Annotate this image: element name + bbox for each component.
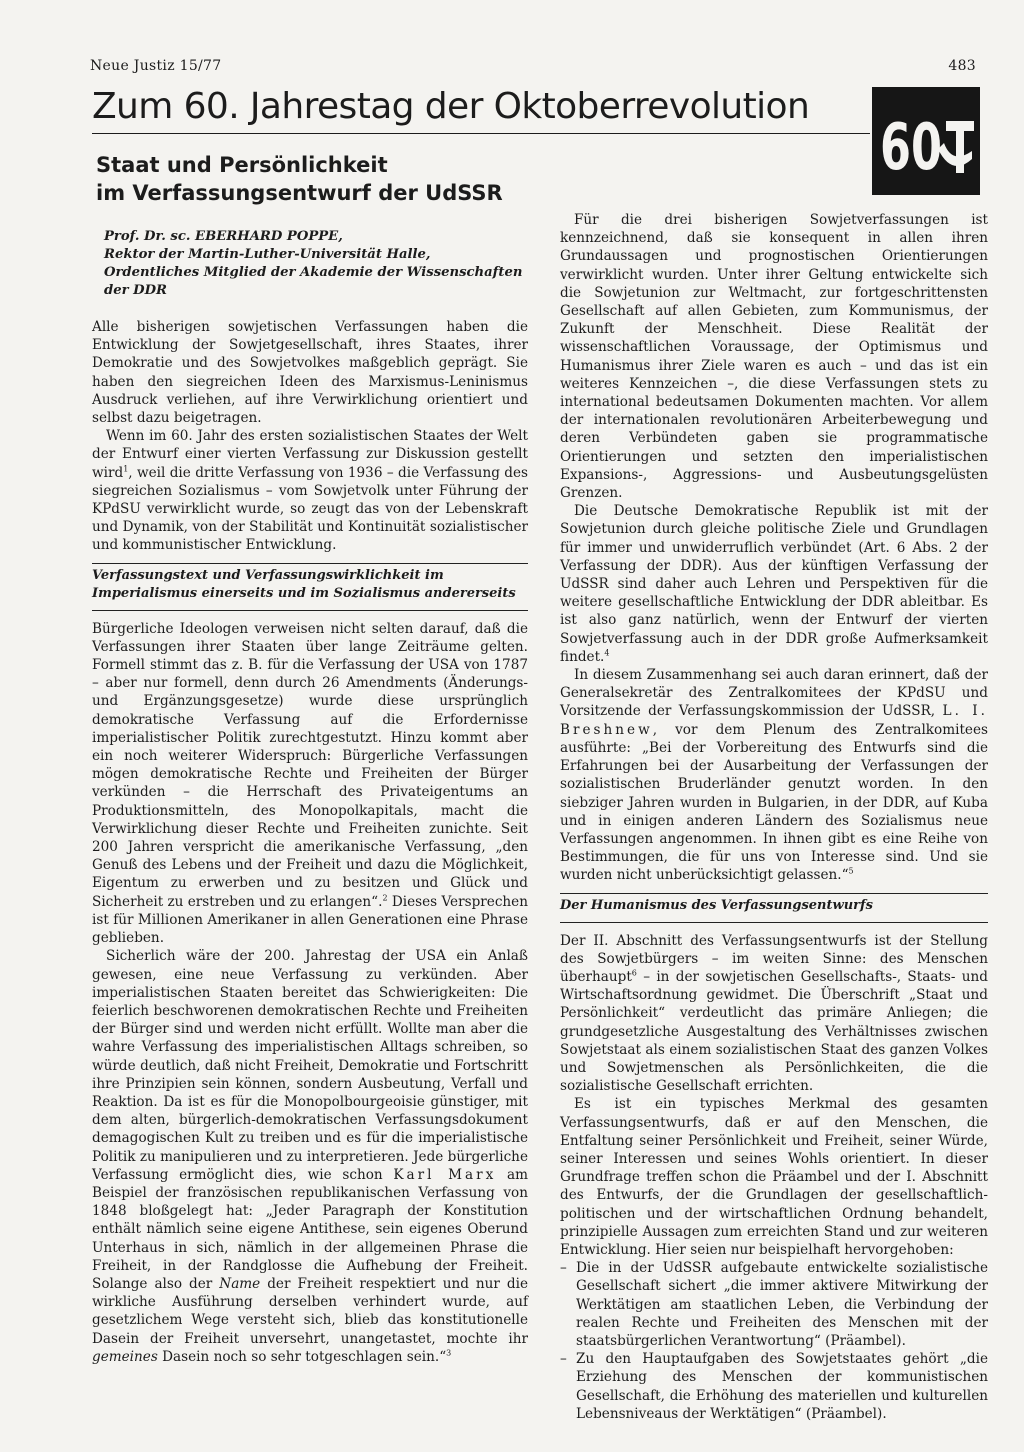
running-header: Neue Justiz 15/77 [90, 58, 222, 74]
footnote-ref: 2 [382, 893, 388, 903]
sixty-emblem-icon [872, 87, 980, 195]
footnote-ref: 4 [604, 648, 610, 658]
spaced-name: Karl Marx [393, 1166, 497, 1183]
page-title: Zum 60. Jahrestag der Oktoberrevolution [92, 86, 810, 127]
subtitle-line: im Verfassungsentwurf der UdSSR [96, 181, 503, 205]
paragraph: In diesem Zusammenhang sei auch daran erinnert, daß der Generalsekretär des Zentralkomitees der KPdSU und Vorsitzende der Verfassungskommission der UdSSR, L. I. Breshnew, vor dem Plenum des Zentralkomitees ausführte: „Bei der Vorbereitung des Entwurfs sind die Erfahrungen bei der Ausarbeitung der Verfassungen der sozialistischen Bruderländer genutzt worden. In den siebziger Jahren wurden in Bulgarien, in der DDR, auf Kuba und in einigen anderen Ländern des Sozialismus neue Verfassungen angenommen. In ihnen gibt es eine Reihe von Bestimmungen, die für uns von Interesse sind. Und sie wurden nicht unberücksichtigt gelassen.“$^5$ [560, 667, 988, 884]
paragraph: Sicherlich wäre der 200. Jahrestag der USA ein Anlaß gewesen, eine neue Verfassung zu verkünden. Aber imperialistischen Staaten bereitet das Schwierigkeiten: Die feierlich beschworenen demokratischen Rechte und Freiheiten der Bürger sind und werden nicht erfüllt. Wollte man aber die wahre Verfassung des imperialistischen Alltags schreiben, so würde deutlich, daß nicht Freiheit, Demokratie und Fortschritt ihre Prinzipien sein können, sondern Ausbeutung, Verfall und Reaktion. Da ist es für die Monopolbourgeoisie günstiger, mit dem alten, bürgerlich-demokratischen Verfassungsdokument demagogischen Kult zu treiben und es für die imperialistische Politik zu manipulieren und zu interpretieren. Jede bürgerliche Verfassung ermöglicht dies, wie schon Karl Marx am Beispiel der französischen republikanischen Verfassung von 1848 bloßgelegt hat: „Jeder Paragraph der Konstitution enthält nämlich seine eigene Antithese, sein eigenes Oberund Unterhaus in sich, nämlich in der allgemeinen Phrase die Freiheit, in der Randglosse die Aufhebung der Freiheit. Solange also der Name der Freiheit respektiert und nur die wirkliche Ausführung derselben verhindert wurde, auf gesetzlichem Wege versteht sich, blieb das konstitutionelle Dasein der Freiheit unversehrt, unangetastet, mochte ihr gemeines Dasein noch so sehr totgeschlagen sein.“$^3$ [92, 948, 529, 1365]
logo-number: 60 [880, 111, 942, 185]
author-block [104, 228, 528, 300]
section-heading: Verfassungstext und Verfassungswirklichkeit im Imperialismus einerseits und im Sozialismus andererseits [92, 563, 528, 611]
author-affiliation: der DDR [104, 283, 167, 298]
title-rule [92, 133, 870, 134]
footnote-ref: 1 [123, 464, 129, 474]
author-affiliation: Rektor der Martin-Luther-Universität Halle, [104, 247, 431, 262]
page-number: 483 [948, 58, 976, 74]
list-item: – Die in der UdSSR aufgebaute entwickelte sozialistische Gesellschaft sichert „die immer aktivere Mitwirkung der Werktätigen am staatlichen Leben, die Verbindung der realen Rechte und Freiheiten des Menschen mit der staatsbürgerlichen Verantwortung“ (Präambel). [560, 1259, 988, 1350]
author-name: Prof. Dr. sc. EBERHARD POPPE, [104, 229, 343, 244]
list-item: – Zu den Hauptaufgaben des Sowjetstaates gehört „die Erziehung des Menschen der kommunistischen Gesellschaft, die Erhöhung des materiellen und kulturellen Lebensniveaus der Werktätigen“ (Präambel). [560, 1350, 988, 1423]
paragraph: Es ist ein typisches Merkmal des gesamten Verfassungsentwurfs, daß er auf den Menschen, die Entfaltung seiner Persönlichkeit und Freiheit, seiner Würde, seiner Interessen und seines Wohls orientiert. In dieser Grundfrage treffen schon die Präambel und der I. Abschnitt des Entwurfs, der die Grundlagen der gesellschaftlich-politischen und der wirtschaftlichen Ordnung behandelt, prinzipielle Aussagen zum erreichten Stand und zur weiteren Entwicklung. Hier seien nur beispielhaft hervorgehoben: [560, 1096, 988, 1258]
dash-list [560, 1259, 988, 1423]
paragraph: Bürgerliche Ideologen verweisen nicht selten darauf, daß die Verfassungen ihrer Staaten über lange Zeiträume gelten. Formell stimmt das z. B. für die Verfassung der USA von 1787 – aber nur formell, denn durch 26 Amendments (Änderungs- und Ergänzungsgesetze) wurde diese ursprünglich demokratische Verfassung auf die Erfordernisse imperialistischer Politik zurechtgestutzt. Hinzu kommt aber ein noch weiterer Widerspruch: Bürgerliche Verfassungen mögen demokratische Rechte und Freiheiten der Bürger verkünden – die Herrschaft des Privateigentums an Produktionsmitteln, des Monopolkapitals, macht die Verwirklichung dieser Rechte und Freiheiten zunichte. Seit 200 Jahren verspricht die amerikanische Verfassung, „den Genuß des Lebens und der Freiheit und dazu die Möglichkeit, Eigentum zu erwerben und zu besitzen und Glück und Sicherheit zu erstreben und zu erlangen“.$^2$ Dieses Versprechen ist für Millionen Amerikaner in allen Generationen eine Phrase geblieben. [92, 620, 528, 947]
article-subtitle [96, 151, 503, 207]
paragraph: Die Deutsche Demokratische Republik ist mit der Sowjetunion durch gleiche politische Ziele und Grundlagen für immer und unwiderruflich verbündet (Art. 6 Abs. 2 der Verfassung der DDR). Aus der künftigen Verfassung der UdSSR sind daher auch Lehren und Perspektiven für die weitere gesellschaftliche Entwicklung der DDR ableitbar. Es ist also ganz natürlich, wenn der Entwurf der vierten Sowjetverfassung auch in der DDR große Aufmerksamkeit findet.$^4$ [560, 503, 988, 665]
footnote-ref: 5 [848, 866, 854, 876]
footnote-ref: 6 [631, 968, 637, 978]
anniversary-logo [872, 87, 980, 195]
section-heading: Der Humanismus des Verfassungsentwurfs [560, 893, 988, 923]
paragraph: Für die drei bisherigen Sowjetverfassungen ist kennzeichnend, daß sie konsequent in allen ihren Grundaussagen und prognostischen Orientierungen verwirklicht wurden. Unter ihrer Geltung entwickelte sich die Sowjetunion zur Weltmacht, zur fortgeschrittensten Gesellschaft auf allen Gebieten, zum Kommunismus, der Zukunft der Menschheit. Diese Realität der wissenschaftlichen Voraussage, der Optimismus und Humanismus ihrer Ziele waren es auch – und das ist ein weiteres Kennzeichen –, die diese Verfassungen stets zu international bedeutsamen Dokumenten machten. Vor allem der internationalen revolutionären Arbeiterbewegung und deren Verbündeten gaben sie programmatische Orientierungen und setzten den imperialistischen Expansions-, Aggressions- und Ausbeutungsgelüsten Grenzen. [560, 212, 988, 502]
paragraph: Der II. Abschnitt des Verfassungsentwurfs ist der Stellung des Sowjetbürgers – im weiten Sinne: des Menschen überhaupt$^6$ – in der sowjetischen Gesellschafts-, Staats- und Wirtschaftsordnung gewidmet. Die Überschrift „Staat und Persönlichkeit“ verdeutlicht das primäre Anliegen; die grundgesetzliche Ausgestaltung des Verhältnisses zwischen Sowjetstaat als einem sozialistischen Staat des ganzen Volkes und Sowjetmenschen als Persönlichkeiten, die die sozialistische Gesellschaft errichten. [560, 932, 988, 1095]
left-column [92, 228, 528, 1366]
right-column [560, 211, 988, 1423]
paragraph: Wenn im 60. Jahr des ersten sozialistischen Staates der Welt der Entwurf einer vierten Verfassung zur Diskussion gestellt wird$^1$, weil die dritte Verfassung von 1936 – die Verfassung des siegreichen Sozialismus – vom Sowjetvolk unter Führung der KPdSU verwirklicht wurde, so zeugt das von der Lebenskraft und Dynamik, von der Stabilität und Kontinuität sozialistischer und kommunistischer Entwicklung. [92, 428, 528, 554]
paragraph: Alle bisherigen sowjetischen Verfassungen haben die Entwicklung der Sowjetgesellschaft, ihres Staates, ihrer Demokratie und des Sowjetvolkes maßgeblich geprägt. Sie haben den siegreichen Ideen des Marxismus-Leninismus Ausdruck verliehen, auf ihre Verwirklichung orientiert und selbst dazu beigetragen. [92, 319, 528, 427]
footnote-ref: 3 [446, 1348, 452, 1358]
subtitle-line: Staat und Persönlichkeit [96, 153, 388, 177]
spaced-name: L. I. Breshnew [560, 703, 988, 738]
author-affiliation: Ordentliches Mitglied der Akademie der Wissenschaften [104, 265, 523, 280]
